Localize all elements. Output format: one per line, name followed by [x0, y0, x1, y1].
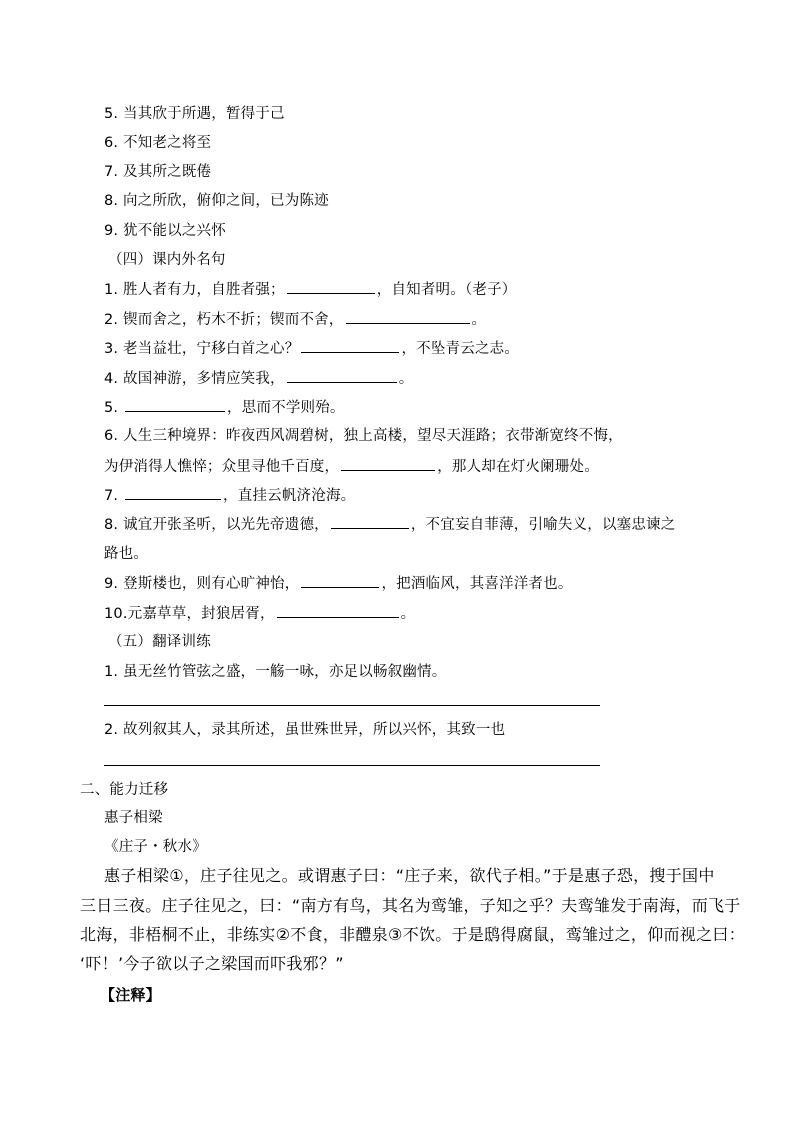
- answer-blank[interactable]: [125, 397, 225, 412]
- answer-blank[interactable]: [346, 309, 470, 324]
- question-10: [104, 603, 415, 624]
- question-text: 为伊消得人憔悴；众里寻他千百度，: [104, 459, 340, 475]
- answer-blank[interactable]: [287, 279, 375, 294]
- question-9: [104, 573, 573, 594]
- answer-blank[interactable]: [277, 603, 399, 618]
- question-text: 5.: [104, 400, 124, 416]
- question-text: 2. 锲而舍之，朽木不折；锲而不舍，: [104, 312, 344, 328]
- question-1: [104, 279, 517, 300]
- question-6-continued: [104, 456, 599, 477]
- notes-label: 【注释】: [100, 986, 161, 1004]
- translation-question-1: 1. 虽无丝竹管弦之盛，一觞一咏，亦足以畅叙幽情。: [104, 664, 447, 680]
- passage-paragraph: 三日三夜。庄子往见之，曰：“南方有鸟，其名为鸾雏，子知之乎？夫鸾雏发于南海，而飞于: [80, 896, 741, 915]
- question-text: 。: [400, 606, 416, 622]
- answer-line[interactable]: [104, 765, 600, 766]
- answer-blank[interactable]: [301, 338, 399, 353]
- list-item: 6. 不知老之将至: [104, 135, 212, 151]
- passage-paragraph: 惠子相梁①，庄子往见之。或谓惠子曰：“庄子来，欲代子相。”于是惠子恐，搜于国中: [104, 866, 715, 885]
- list-item: 9. 犹不能以之兴怀: [104, 223, 226, 239]
- translation-question-2: 2. 故列叙其人，录其所述，虽世殊世异，所以兴怀，其致一也: [104, 722, 506, 738]
- answer-blank[interactable]: [287, 368, 397, 383]
- section-heading: （四）课内外名句: [108, 252, 226, 268]
- question-text: 8. 诚宜开张圣听，以光先帝遗德，: [104, 517, 329, 533]
- question-5: [104, 397, 345, 418]
- list-item: 7. 及其所之既倦: [104, 164, 212, 180]
- question-text: 。: [471, 312, 487, 328]
- question-text: 9. 登斯楼也，则有心旷神怡，: [104, 576, 300, 592]
- question-text: 10.元嘉草草，封狼居胥，: [104, 606, 275, 622]
- question-text: ，不宜妄自菲薄，引喻失义，以塞忠谏之: [410, 517, 676, 533]
- section-heading: （五）翻译训练: [108, 634, 211, 650]
- question-text: 7.: [104, 488, 124, 504]
- question-text: 1. 胜人者有力，自胜者强；: [104, 282, 285, 298]
- question-8-continued: 路也。: [104, 546, 149, 562]
- answer-blank[interactable]: [125, 485, 221, 500]
- list-item: 8. 向之所欣，俯仰之间，已为陈迹: [104, 193, 329, 209]
- passage-paragraph: 北海，非梧桐不止，非练实②不食，非醴泉③不饮。于是鸱得腐鼠，鸾雏过之，仰而视之曰：: [80, 925, 745, 944]
- question-text: ，那人却在灯火阑珊处。: [437, 459, 599, 475]
- question-text: ，思而不学则殆。: [227, 400, 345, 416]
- passage-source: 《庄子・秋水》: [104, 839, 207, 855]
- question-text: ，把酒临风，其喜洋洋者也。: [381, 576, 573, 592]
- answer-blank[interactable]: [341, 456, 435, 471]
- question-text: 。: [398, 371, 414, 387]
- question-text: ，直挂云帆济沧海。: [223, 488, 356, 504]
- question-2: [104, 309, 486, 330]
- question-text: 4. 故国神游，多情应笑我，: [104, 371, 285, 387]
- passage-paragraph: ‘吓！’今子欲以子之梁国而吓我邪？”: [80, 954, 344, 973]
- question-text: ，不坠青云之志。: [401, 341, 520, 357]
- answer-blank[interactable]: [331, 514, 409, 529]
- question-text: ，自知者明。（老子）: [376, 282, 517, 298]
- passage-title: 惠子相梁: [104, 810, 163, 826]
- answer-line[interactable]: [104, 705, 600, 706]
- part-heading: 二、能力迁移: [80, 782, 169, 798]
- question-8: [104, 514, 675, 535]
- question-4: [104, 368, 413, 389]
- question-7: [104, 485, 355, 506]
- question-3: [104, 338, 519, 359]
- question-text: 3. 老当益壮，宁移白首之心？: [104, 341, 300, 357]
- answer-blank[interactable]: [301, 573, 379, 588]
- question-6: 6. 人生三种境界：昨夜西风凋碧树，独上高楼，望尽天涯路；衣带渐宽终不悔，: [104, 428, 623, 444]
- list-item: 5. 当其欣于所遇，暂得于己: [104, 106, 285, 122]
